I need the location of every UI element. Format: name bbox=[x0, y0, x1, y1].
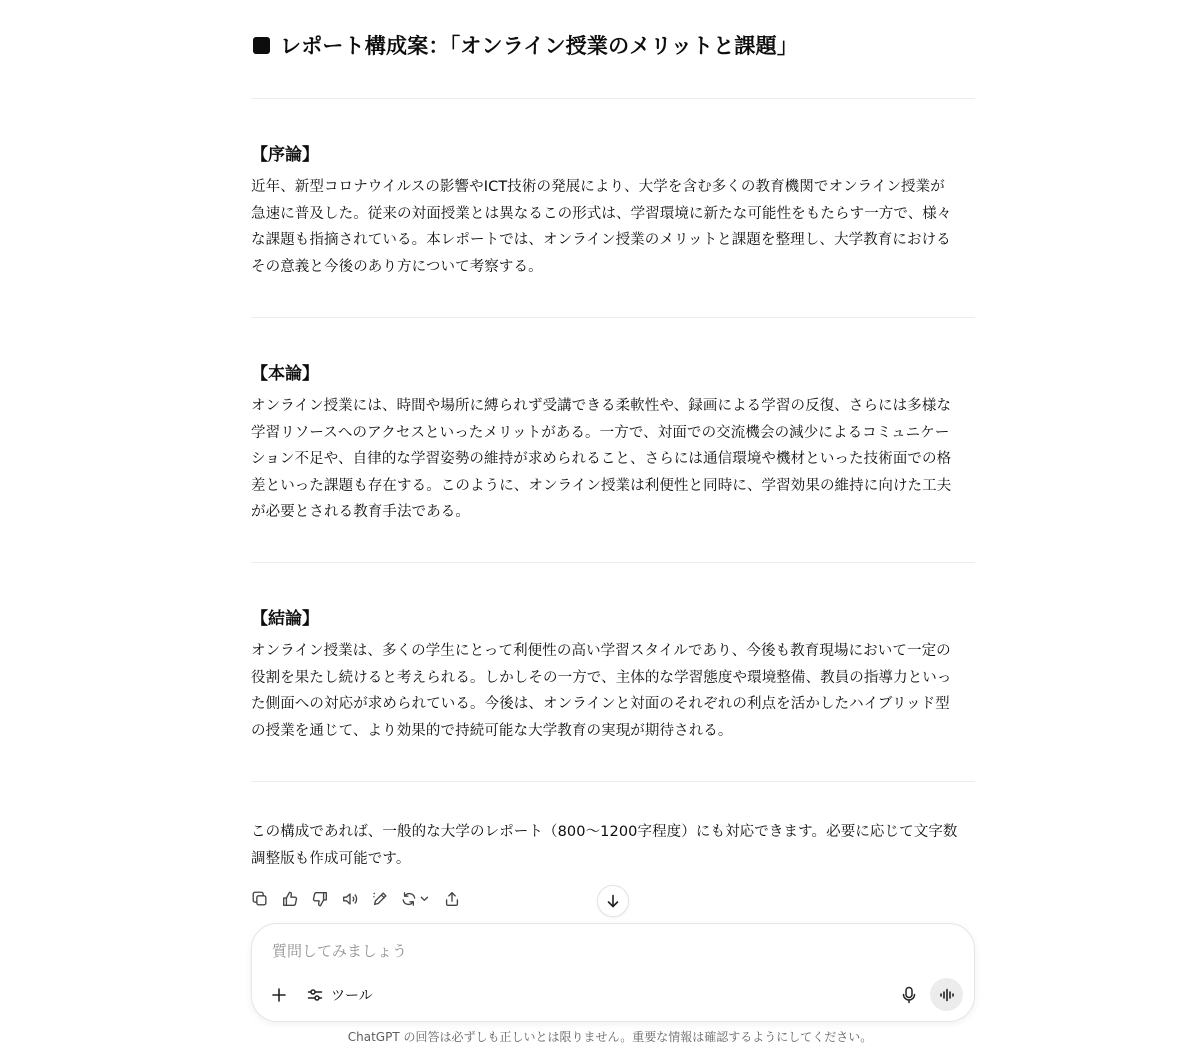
closing-note bbox=[251, 819, 975, 872]
text-line: オンライン授業は、多くの学生にとって利便性の高い学習スタイルであり、今後も教育現場において一定の bbox=[251, 643, 951, 659]
microphone-icon bbox=[901, 986, 917, 1004]
add-attachment-button[interactable] bbox=[266, 982, 292, 1008]
tools-label: ツール bbox=[331, 988, 373, 1004]
disclaimer-text: ChatGPT の回答は必ずしも正しいとは限りません。重要な情報は確認するようにしてください。 bbox=[347, 1030, 873, 1044]
section-title-introduction: 【序論】 bbox=[251, 145, 319, 165]
arrow-down-icon bbox=[605, 893, 621, 909]
plus-icon bbox=[271, 987, 287, 1003]
prompt-input[interactable] bbox=[272, 940, 872, 962]
text-line: が必要とされる教育手法である。 bbox=[251, 504, 470, 520]
thumbs-up-icon bbox=[281, 890, 299, 908]
text-line: オンライン授業には、時間や場所に縛られず受講できる柔軟性や、録画による学習の反復、さらには多様な bbox=[251, 398, 952, 414]
divider bbox=[251, 98, 975, 99]
dictate-button[interactable] bbox=[896, 982, 922, 1008]
tools-button[interactable] bbox=[302, 982, 377, 1008]
message-actions bbox=[249, 888, 471, 910]
share-button[interactable] bbox=[441, 888, 463, 910]
message-composer bbox=[251, 923, 975, 1022]
black-square-icon bbox=[253, 37, 270, 54]
text-line: た側面への対応が求められている。今後は、オンラインと対面のそれぞれの利点を活かしたハイブリッド型 bbox=[251, 696, 950, 712]
scroll-to-bottom-button[interactable] bbox=[597, 885, 629, 917]
text-line: ション不足や、自律的な学習姿勢の維持が求められること、さらには通信環境や機材といった技術面での格 bbox=[251, 451, 952, 467]
text-line: その意義と今後のあり方について考察する。 bbox=[251, 258, 543, 275]
section-body-main-body bbox=[251, 393, 975, 526]
bad-response-button[interactable] bbox=[309, 888, 331, 910]
section-title-conclusion: 【結論】 bbox=[251, 609, 319, 629]
report-heading-text: レポート構成案：「オンライン授業のメリットと課題」 bbox=[280, 34, 799, 58]
text-line: 学習リソースへのアクセスといったメリットがある。一方で、対面での交流機会の減少によるコミュニケー bbox=[251, 424, 950, 441]
text-line: な課題も指摘されている。本レポートでは、オンライン授業のメリットと課題を整理し、大学教育における bbox=[251, 232, 951, 248]
voice-waveform-icon bbox=[939, 987, 955, 1003]
report-heading bbox=[251, 30, 798, 60]
regenerate-icon bbox=[401, 890, 431, 908]
text-line: 調整版も作成可能です。 bbox=[251, 850, 411, 867]
copy-button[interactable] bbox=[249, 888, 271, 910]
share-icon bbox=[443, 890, 461, 908]
text-line: の授業を通じて、より効果的で持続可能な大学教育の実現が期待される。 bbox=[251, 722, 733, 739]
voice-mode-button[interactable] bbox=[930, 978, 963, 1011]
text-line: 差といった課題も存在する。このように、オンライン授業は利便性と同時に、学習効果の維持に向けた工夫 bbox=[251, 477, 952, 494]
read-aloud-icon bbox=[341, 890, 359, 908]
divider bbox=[251, 317, 975, 318]
thumbs-down-icon bbox=[311, 890, 329, 908]
copy-icon bbox=[251, 890, 269, 908]
section-body-introduction bbox=[251, 174, 975, 280]
edit-in-canvas-button[interactable] bbox=[369, 888, 391, 910]
text-line: この構成であれば、一般的な大学のレポート（800〜1200字程度）にも対応できます。必要に応じて文字数 bbox=[251, 824, 958, 840]
text-line: 急速に普及した。従来の対面授業とは異なるこの形式は、学習環境に新たな可能性をもたらす一方で、様々 bbox=[251, 205, 952, 222]
regenerate-button[interactable] bbox=[399, 888, 433, 910]
good-response-button[interactable] bbox=[279, 888, 301, 910]
divider bbox=[251, 781, 975, 782]
tools-sliders-icon bbox=[306, 986, 324, 1004]
section-body-conclusion bbox=[251, 638, 975, 744]
divider bbox=[251, 562, 975, 563]
text-line: 役割を果たし続けると考えられる。しかしその一方で、主体的な学習態度や環境整備、教員の指導力といっ bbox=[251, 669, 952, 686]
edit-icon bbox=[371, 890, 389, 908]
read-aloud-button[interactable] bbox=[339, 888, 361, 910]
section-title-main-body: 【本論】 bbox=[251, 364, 319, 384]
text-line: 近年、新型コロナウイルスの影響やICT技術の発展により、大学を含む多くの教育機関でオンライン授業が bbox=[251, 179, 945, 195]
chevron-down-icon bbox=[421, 897, 427, 900]
